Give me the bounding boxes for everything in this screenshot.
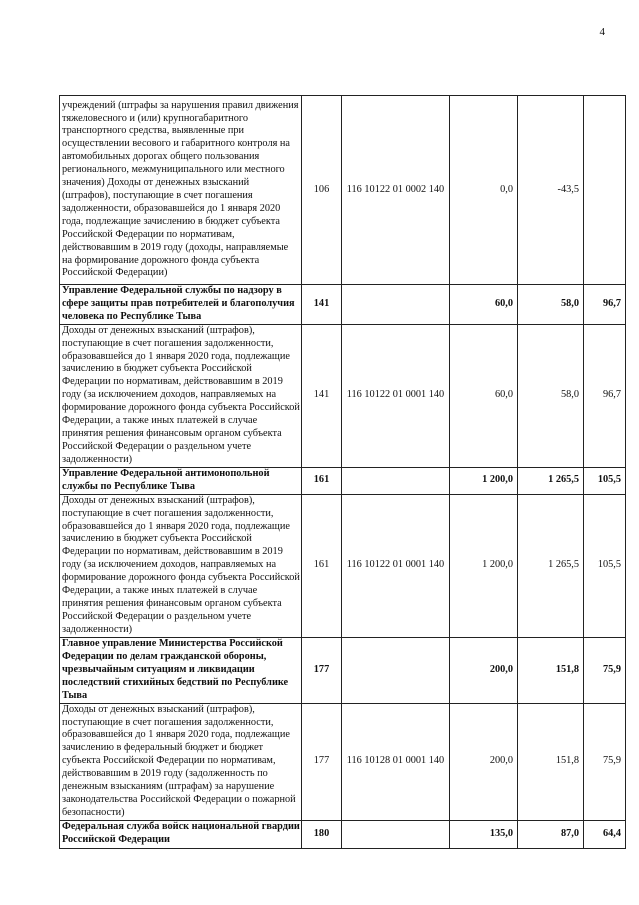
row-plan: 135,0: [450, 820, 518, 848]
row-percent: 75,9: [584, 637, 626, 703]
table-row: [60, 324, 626, 467]
row-plan: 0,0: [450, 96, 518, 285]
row-admin-code: 106: [302, 96, 342, 285]
row-percent: 96,7: [584, 324, 626, 467]
row-admin-code: 161: [302, 467, 342, 494]
row-kbk: [342, 820, 450, 848]
row-admin-code: 141: [302, 285, 342, 325]
row-name: Доходы от денежных взысканий (штрафов), поступающие в счет погашения задолженности, образовавшейся до 1 января 2020 года, подлежащие зачислению в федеральный бюджет и бюджет субъекта Российской Федерации по нормативам, действовавшим в 2019 году (задолженность по денежным взысканиям (штрафам) за нарушение законодательства Российской Федерации о пожарной безопасности): [60, 703, 302, 820]
table-row: [60, 285, 626, 325]
row-kbk: 116 10122 01 0002 140: [342, 96, 450, 285]
row-percent: 96,7: [584, 285, 626, 325]
row-name: Доходы от денежных взысканий (штрафов), поступающие в счет погашения задолженности, образовавшейся до 1 января 2020 года, подлежащие зачислению в бюджет субъекта Российской Федерации по нормативам, действовавшим в 2019 году (за исключением доходов, направляемых на формирование дорожного фонда субъекта Российской Федерации, а также иных платежей в случае принятия решения финансовым органом субъекта Российской Федерации о раздельном учете задолженности): [60, 324, 302, 467]
row-plan: 1 200,0: [450, 494, 518, 637]
row-plan: 200,0: [450, 637, 518, 703]
row-fact: 151,8: [518, 703, 584, 820]
row-kbk: [342, 467, 450, 494]
row-kbk: 116 10122 01 0001 140: [342, 324, 450, 467]
row-fact: -43,5: [518, 96, 584, 285]
row-percent: 105,5: [584, 467, 626, 494]
row-kbk: 116 10128 01 0001 140: [342, 703, 450, 820]
row-fact: 58,0: [518, 324, 584, 467]
row-plan: 60,0: [450, 285, 518, 325]
row-percent: 105,5: [584, 494, 626, 637]
table-row: [60, 703, 626, 820]
row-admin-code: 141: [302, 324, 342, 467]
row-plan: 60,0: [450, 324, 518, 467]
row-percent: [584, 96, 626, 285]
row-name: Управление Федеральной антимонопольной службы по Республике Тыва: [60, 467, 302, 494]
row-name: Доходы от денежных взысканий (штрафов), поступающие в счет погашения задолженности, образовавшейся до 1 января 2020 года, подлежащие зачислению в бюджет субъекта Российской Федерации по нормативам, действовавшим в 2019 году (за исключением доходов, направляемых на формирование дорожного фонда субъекта Российской Федерации, а также иных платежей в случае принятия решения финансовым органом субъекта Российской Федерации о раздельном учете задолженности): [60, 494, 302, 637]
table-row: [60, 637, 626, 703]
row-fact: 1 265,5: [518, 494, 584, 637]
row-fact: 58,0: [518, 285, 584, 325]
row-fact: 87,0: [518, 820, 584, 848]
table-row: [60, 96, 626, 285]
row-percent: 64,4: [584, 820, 626, 848]
table-row: [60, 820, 626, 848]
row-admin-code: 177: [302, 637, 342, 703]
row-name: Управление Федеральной службы по надзору в сфере защиты прав потребителей и благополучия человека по Республике Тыва: [60, 285, 302, 325]
row-kbk: [342, 637, 450, 703]
row-kbk: [342, 285, 450, 325]
row-name: Федеральная служба войск национальной гвардии Российской Федерации: [60, 820, 302, 848]
row-admin-code: 177: [302, 703, 342, 820]
row-name: учреждений (штрафы за нарушения правил движения тяжеловесного и (или) крупногабаритного транспортного средства, выявленные при осуществлении весового и габаритного контроля на автомобильных дорогах общего пользования регионального, межмуниципального или местного значения) Доходы от денежных взысканий (штрафов), поступающие в счет погашения задолженности, образовавшейся до 1 января 2020 года, подлежащие зачислению в бюджет субъекта Российской Федерации по нормативам, действовавшим в 2019 году (доходы, направляемые на формирование дорожного фонда субъекта Российской Федерации): [60, 96, 302, 285]
table-row: [60, 494, 626, 637]
budget-revenue-table: [59, 95, 626, 849]
row-name: Главное управление Министерства Российской Федерации по делам гражданской обороны, чрезвычайным ситуациям и ликвидации последствий стихийных бедствий по Республике Тыва: [60, 637, 302, 703]
page-number: 4: [599, 26, 605, 38]
row-plan: 200,0: [450, 703, 518, 820]
row-fact: 151,8: [518, 637, 584, 703]
table-row: [60, 467, 626, 494]
row-percent: 75,9: [584, 703, 626, 820]
row-fact: 1 265,5: [518, 467, 584, 494]
row-plan: 1 200,0: [450, 467, 518, 494]
row-admin-code: 180: [302, 820, 342, 848]
row-admin-code: 161: [302, 494, 342, 637]
row-kbk: 116 10122 01 0001 140: [342, 494, 450, 637]
